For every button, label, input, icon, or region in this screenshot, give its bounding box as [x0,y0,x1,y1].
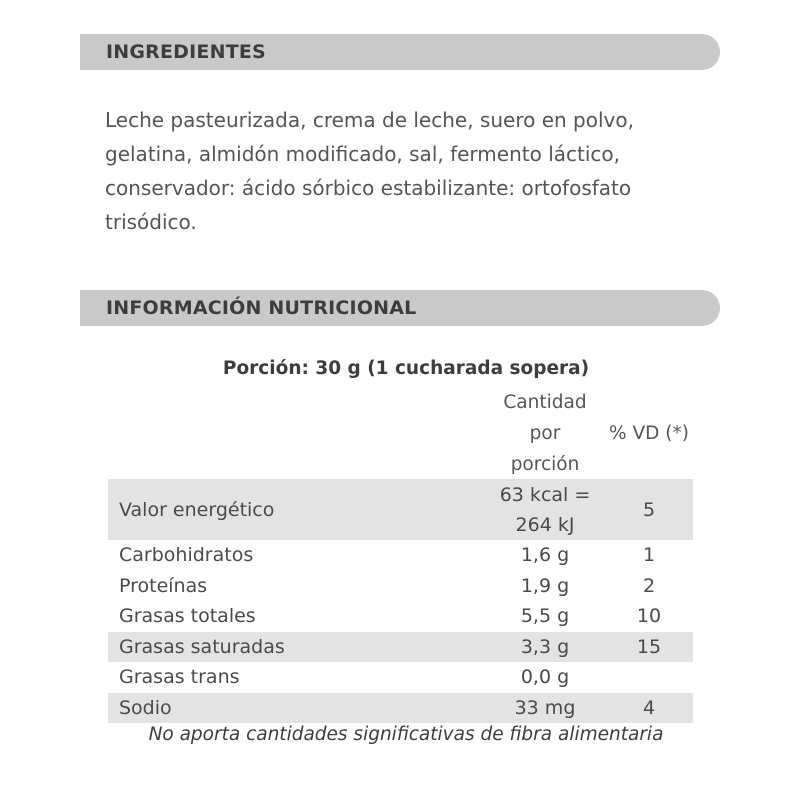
nutrient-daily-value: 4 [642,696,656,719]
portion-title: Porción: 30 g (1 cucharada sopera) [222,358,590,379]
ingredients-line: gelatina, almidón modificado, sal, fermento láctico, [105,142,620,166]
ingredients-header-label: INGREDIENTES [106,41,266,63]
nutrient-quantity [480,479,610,540]
nutrient-daily-value: 15 [636,635,662,658]
nutrient-quantity: 1,9 g [520,574,570,597]
nutrient-daily-value: 1 [642,544,656,567]
nutrient-quantity: 1,6 g [520,544,570,567]
nutrition-table [108,479,693,723]
ingredients-text [105,103,705,239]
column-header-quantity-line: por [529,423,561,444]
table-row-trans-fat [108,662,693,693]
nutrient-name: Grasas saturadas [119,635,285,658]
nutrient-daily-value: 2 [642,574,656,597]
nutrition-header [80,290,720,326]
table-row-energy [108,479,693,540]
column-header-quantity-line: Cantidad [503,392,587,413]
table-row-proteins [108,571,693,602]
ingredients-line: Leche pasteurizada, crema de leche, suero en polvo, [105,108,634,132]
nutrient-quantity: 3,3 g [520,635,570,658]
nutrient-name: Valor energético [119,498,275,521]
ingredients-line: conservador: ácido sórbico estabilizante: ortofosfato [105,176,632,200]
nutrient-quantity-line: 264 kJ [515,513,575,536]
column-header-quantity-line: porción [510,454,580,475]
ingredients-line: trisódico. [105,210,197,234]
nutrient-quantity: 0,0 g [520,666,570,689]
nutrition-header-label: INFORMACIÓN NUTRICIONAL [106,297,417,319]
table-row-total-fat [108,601,693,632]
nutrient-quantity: 5,5 g [520,605,570,628]
table-row-saturated-fat [108,632,693,663]
nutrient-name: Sodio [119,696,172,719]
nutrient-daily-value: 10 [636,605,662,628]
table-row-sodium [108,693,693,724]
column-header-quantity [480,387,610,480]
nutrient-quantity: 33 mg [514,696,576,719]
ingredients-header [80,34,720,70]
table-row-carbohydrates [108,540,693,571]
nutrient-name: Proteínas [119,574,208,597]
nutrient-name: Carbohidratos [119,544,254,567]
nutrient-name: Grasas totales [119,605,256,628]
nutrient-quantity-line: 63 kcal = [499,483,591,506]
nutrient-daily-value [600,662,698,693]
nutrient-daily-value: 5 [642,498,656,521]
footnote: No aporta cantidades significativas de fibra alimentaria [148,724,664,745]
column-header-daily-value: % VD (*) [609,423,689,444]
nutrient-name: Grasas trans [119,666,240,689]
